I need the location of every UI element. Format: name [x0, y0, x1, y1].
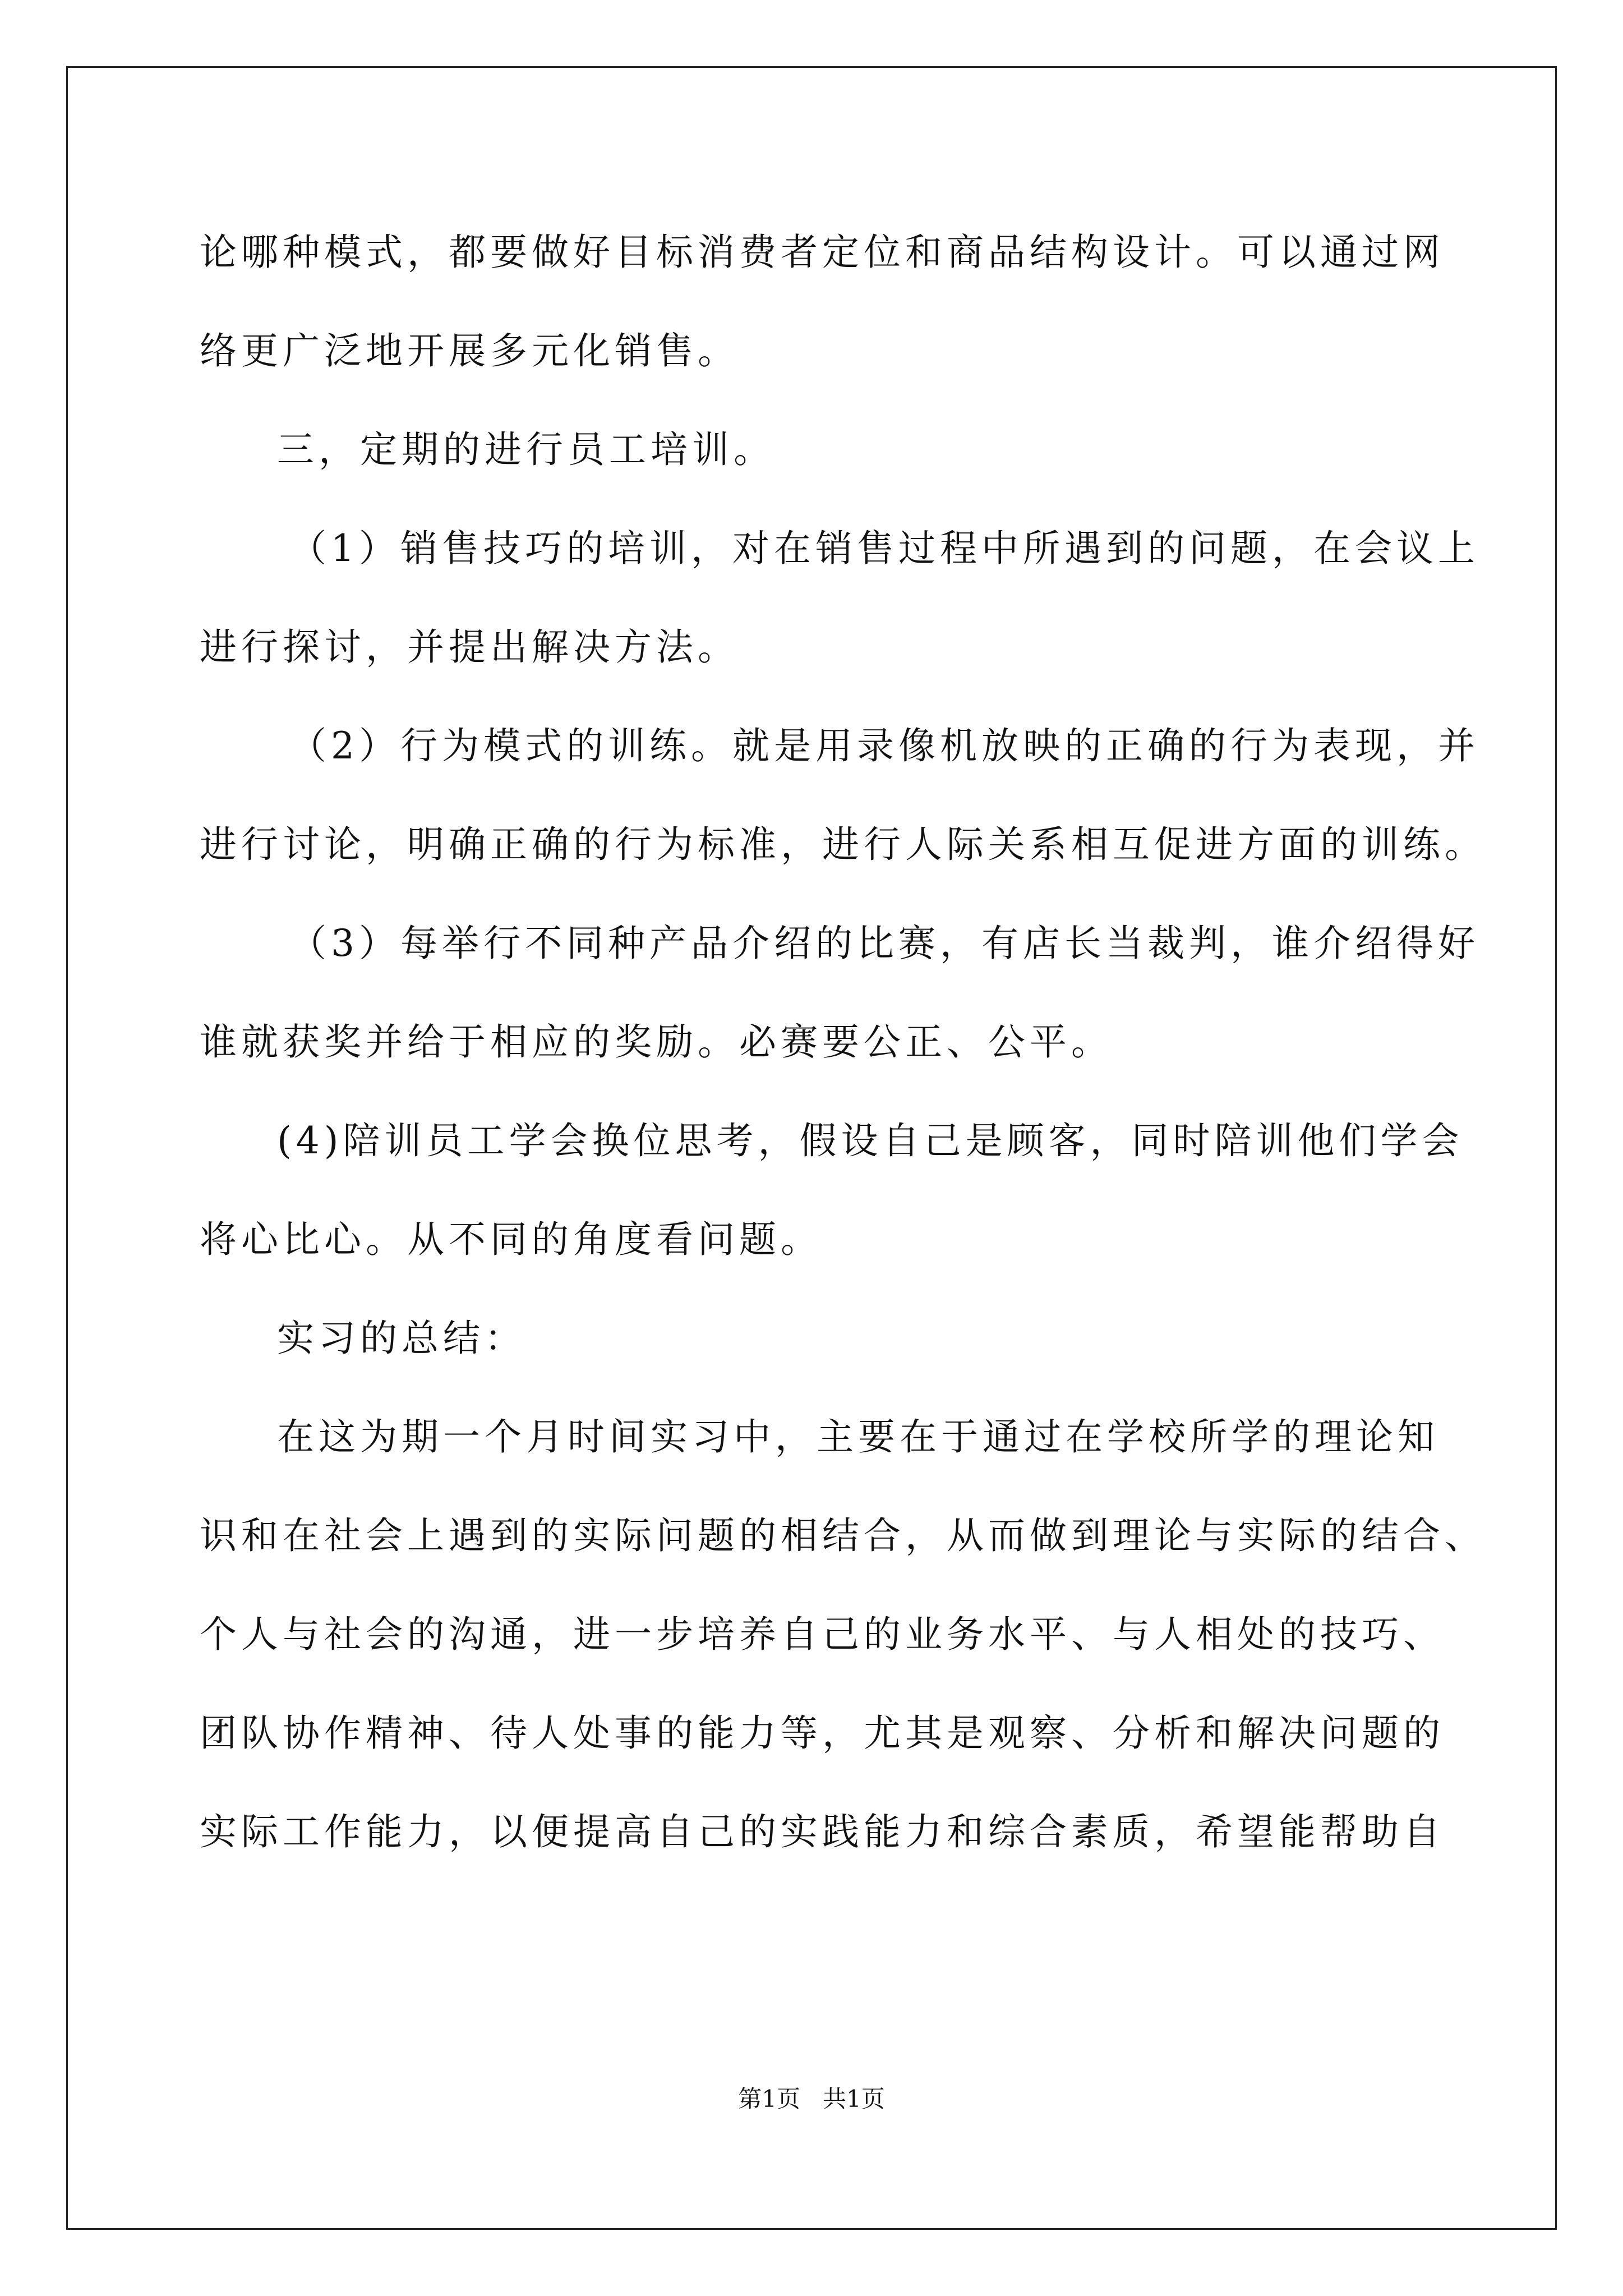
text-line: 团队协作精神、待人处事的能力等，尤其是观察、分析和解决问题的	[200, 1711, 1445, 1755]
list-item-start: (4)陪训员工学会换位思考，假设自己是顾客，同时陪训他们学会	[277, 1119, 1464, 1162]
list-item-start: （2）行为模式的训练。就是用录像机放映的正确的行为表现，并	[289, 724, 1479, 767]
document-body	[200, 216, 1486, 1894]
text-line: 论哪种模式，都要做好目标消费者定位和商品结构设计。可以通过网	[200, 231, 1445, 274]
list-item-start: （1）销售技巧的培训，对在销售过程中所遇到的问题，在会议上	[289, 527, 1479, 570]
list-item-start: （3）每举行不同种产品介绍的比赛，有店长当裁判，谁介绍得好	[289, 922, 1479, 965]
text-line: 识和在社会上遇到的实际问题的相结合，从而做到理论与实际的结合、	[200, 1514, 1486, 1557]
section-heading: 实习的总结：	[277, 1317, 526, 1360]
text-line: 个人与社会的沟通，进一步培养自己的业务水平、与人相处的技巧、	[200, 1613, 1445, 1656]
text-line: 进行探讨，并提出解决方法。	[200, 625, 739, 669]
section-heading: 三，定期的进行员工培训。	[277, 428, 775, 471]
text-line: 实际工作能力，以便提高自己的实践能力和综合素质，希望能帮助自	[200, 1810, 1445, 1853]
text-line: 络更广泛地开展多元化销售。	[200, 329, 739, 372]
text-line: 进行讨论，明确正确的行为标准，进行人际关系相互促进方面的训练。	[200, 823, 1486, 866]
paragraph-start: 在这为期一个月时间实习中，主要在于通过在学校所学的理论知	[277, 1415, 1439, 1458]
page-number: 第1页 共1页	[738, 2085, 885, 2113]
text-line: 谁就获奖并给于相应的奖励。必赛要公正、公平。	[200, 1020, 1113, 1064]
text-line: 将心比心。从不同的角度看问题。	[200, 1218, 822, 1261]
